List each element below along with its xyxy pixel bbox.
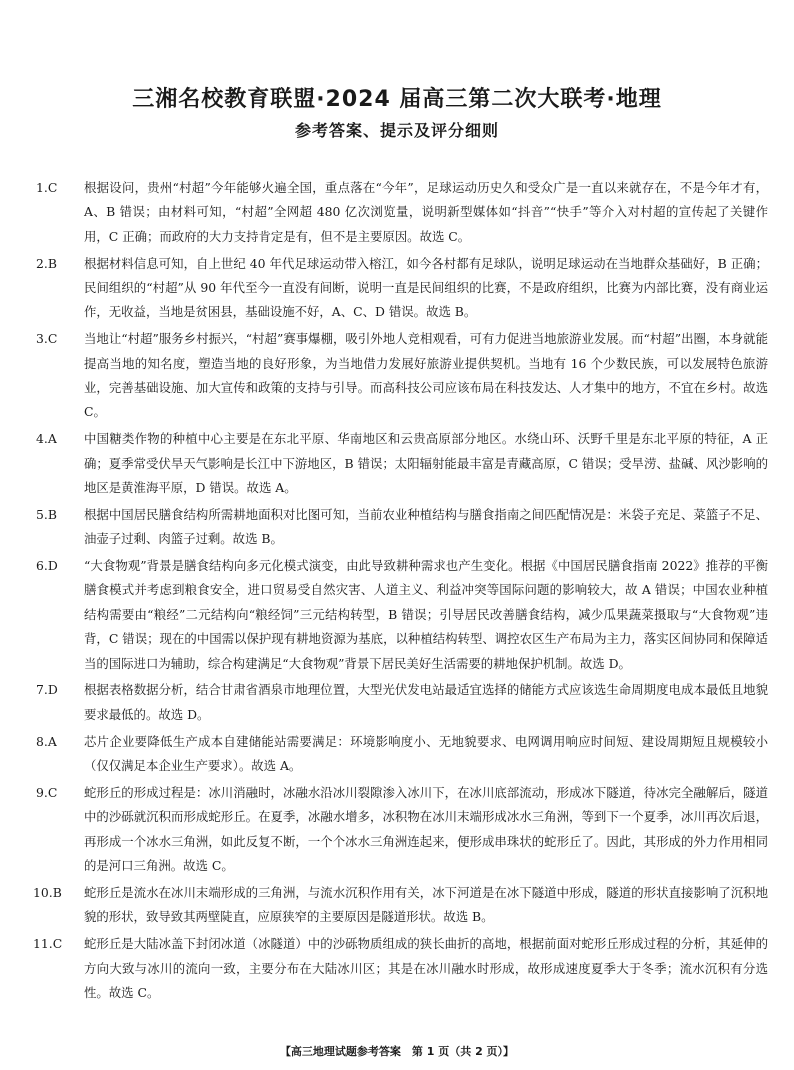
answer-number: 6.D [36,558,58,574]
answer-item-2 [36,252,768,325]
answer-number: 11.C [33,936,63,952]
answer-explanation: 当地让“村超”服务乡村振兴，“村超”赛事爆棚，吸引外地人竞相观看，可有力促进当地旅游业发展。而“村超”出圈，本身就能提高当地的知名度，塑造当地的良好形象，为当地借力发展好旅游业提供契机。当地有 16 个少数民族，可以发展特色旅游业，完善基础设施、加大宣传和政策的支持与引导。而高科技公司应该布局在科技发达、人才集中的地方，不宜在乡村。故选 C。 [84,331,768,420]
answer-explanation: 蛇形丘是大陆冰盖下封闭冰道（冰隧道）中的沙砾物质组成的狭长曲折的高地，根据前面对蛇形丘形成过程的分析，其延伸的方向大致与冰川的流向一致，主要分布在大陆冰川区；其是在冰川融水时形成，故形成速度夏季大于冬季；流水沉积有分选性。故选 C。 [84,936,768,1000]
answer-explanation: 蛇形丘的形成过程是：冰川消融时，冰融水沿冰川裂隙渗入冰川下，在冰川底部流动，形成冰下隧道，待冰完全融解后，隧道中的沙砾就沉积而形成蛇形丘。在夏季，冰融水增多，冰积物在冰川末端形成冰水三角洲，等到下一个夏季，冰川再次后退，再形成一个冰水三角洲，如此反复不断，一个个冰水三角洲连起来，便形成串珠状的蛇形丘了。因此，其形成的外力作用相同的是河口三角洲。故选 C。 [84,784,768,874]
answer-item-3 [36,327,768,425]
answer-number: 2.B [36,255,57,271]
answer-item-4 [36,427,768,500]
answer-number: 7.D [36,682,58,698]
answer-number: 3.C [36,331,58,347]
answer-item-7 [36,678,768,727]
answer-number: 1.C [36,180,58,195]
answer-number: 5.B [36,506,57,522]
answer-explanation: 芯片企业要降低生产成本自建储能站需要满足：环境影响度小、无地貌要求、电网调用响应时间短、建设周期短且规模较小（仅仅满足本企业生产要求）。故选 A。 [84,733,768,774]
answer-number: 8.A [36,733,57,749]
answer-item-6 [36,554,768,676]
answer-explanation: 中国糖类作物的种植中心主要是在东北平原、华南地区和云贵高原部分地区。水绕山环、沃野千里是东北平原的特征，A 正确；夏季常受伏旱天气影响是长江中下游地区，B 错误；太阳辐射能最丰富是青藏高原，C 错误；受旱涝、盐碱、风沙影响的地区是黄淮海平原，D 错误。故选 A。 [84,431,768,496]
answer-item-8 [36,730,768,779]
answer-list [33,176,768,1008]
answer-number: 10.B [33,884,62,900]
answer-number: 9.C [36,784,58,800]
answer-explanation: 根据中国居民膳食结构所需耕地面积对比图可知，当前农业种植结构与膳食指南之间匹配情况是：米袋子充足、菜篮子不足、油壶子过剩、肉篮子过剩。故选 B。 [84,506,768,547]
answer-item-10 [33,881,768,930]
page-title: 三湘名校教育联盟·2024 届高三第二次大联考·地理 [132,87,662,112]
answer-explanation: 蛇形丘是流水在冰川末端形成的三角洲，与流水沉积作用有关，冰下河道是在冰下隧道中形成，隧道的形状直接影响了沉积地貌的形状，致导致其两壁陡直，应原狭窄的主要原因是隧道形状。故选 B。 [84,884,768,925]
answer-item-9 [36,781,768,879]
answer-number: 4.A [36,431,57,447]
answer-item-1 [36,176,768,249]
answer-explanation: 根据材料信息可知，自上世纪 40 年代足球运动带入榕江，如今各村都有足球队，说明足球运动在当地群众基础好，B 正确；民间组织的“村超”从 90 年代至今一直没有间断，说明一直是民间组织的比赛，不是政府组织，比赛为内部比赛，没有商业运作，无收益，当地是贫困县，基础设施不好，A、C、D 错误。故选 B。 [84,255,768,320]
answer-item-11 [33,932,768,1005]
page-subtitle: 参考答案、提示及评分细则 [294,121,499,140]
answer-explanation: 根据表格数据分析，结合甘肃省酒泉市地理位置，大型光伏发电站最适宜选择的储能方式应该选生命周期度电成本最低且地貌要求最低的。故选 D。 [84,682,768,722]
answer-explanation: “大食物观”背景是膳食结构向多元化模式演变，由此导致耕种需求也产生变化。根据《中国居民膳食指南 2022》推荐的平衡膳食模式并考虑到粮食安全，进口贸易受自然灾害、人道主义、利益冲突等国际问题的影响较大，故 A 错误；中国农业种植结构需要由“粮经”二元结构向“粮经饲”三元结构转型，B 错误；引导居民改善膳食结构，减少瓜果蔬菜摄取与“大食物观”违背，C 错误；现在的中国需以保护现有耕地资源为基底，以种植结构转型、调控农区生产布局为主力，落实区间协同和保障适当的国际进口为辅助，综合构建满足“大食物观”背景下居民美好生活需要的耕地保护机制。故选 D。 [84,558,768,671]
page-footer: 【高三地理试题参考答案 第 1 页（共 2 页）】 [279,1045,515,1058]
answer-explanation: 根据设问，贵州“村超”今年能够火遍全国，重点落在“今年”，足球运动历史久和受众广是一直以来就存在，不是今年才有，A、B 错误；由材料可知，“村超”全网超 480 亿次浏览量，说明新型媒体如“抖音”“快手”等介入对村超的宣传起了关键作用，C 正确；而政府的大力支持肯定是有，但不是主要原因。故选 C。 [84,180,768,244]
answer-item-5 [36,503,768,552]
